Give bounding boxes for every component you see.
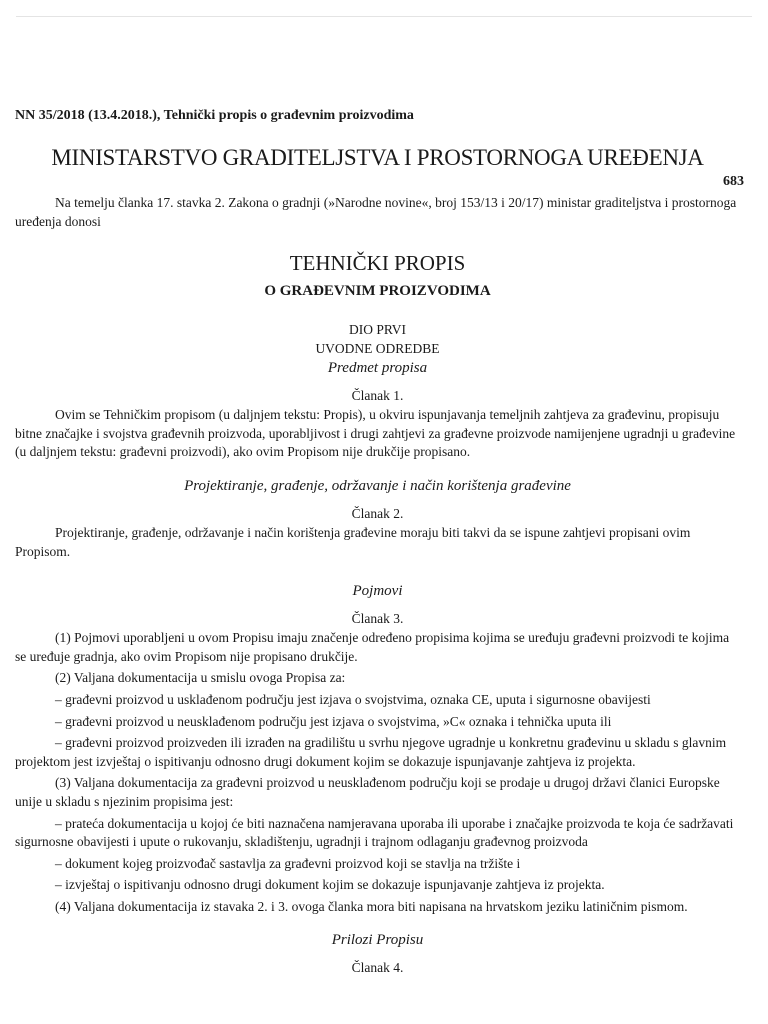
section-heading-subject: Predmet propisa	[327, 360, 428, 377]
article-1-label: Članak 1.	[351, 388, 404, 404]
article-3-list-item: – izvještaj o ispitivanju odnosno drugi dokument kojim se dokazuje ispunjavanje zahtjeva iz projekta.	[55, 877, 605, 893]
article-3-paragraph-1: (1) Pojmovi uporabljeni u ovom Propisu imaju značenje određeno propisima kojima se uređuju građevni proizvodi te kojima se uređuje gradnja, ako ovim Propisom nije propisano drukčije.	[15, 630, 730, 664]
top-divider	[16, 16, 752, 17]
part-name: UVODNE ODREDBE	[315, 341, 440, 357]
article-3-list-item: – dokument kojeg proizvođač sastavlja za građevni proizvod koji se stavlja na tržište i	[55, 855, 521, 871]
section-heading-design: Projektiranje, građenje, održavanje i način korištenja građevine	[184, 477, 571, 494]
document-title: NN 35/2018 (13.4.2018.), Tehnički propis o građevnim proizvodima	[15, 108, 414, 123]
article-3-list-item: – građevni proizvod u neusklađenom području jest izjava o svojstvima, »C« oznaka i tehnička uputa ili	[55, 713, 612, 729]
article-1-paragraph: Ovim se Tehničkim propisom (u daljnjem tekstu: Propis), u okviru ispunjavanja temeljnih zahtjeva za građevinu, propisuju bitne značajke i svojstva građevnih proizvoda, uporabljivost i drugi zahtjevi za građevne proizvode namijenjene ugradnji u građevine (u daljnjem tekstu: građevni proizvodi), ako ovim Propisom nije drukčije propisano.	[15, 407, 736, 460]
article-3-paragraph-2: (2) Valjana dokumentacija u smislu ovoga Propisa za:	[55, 670, 346, 686]
article-4-label: Članak 4.	[351, 960, 404, 976]
article-2-paragraph: Projektiranje, građenje, održavanje i način korištenja građevine moraju biti takvi da se ispune zahtjevi propisani ovim Propisom.	[15, 524, 691, 559]
article-3-label: Članak 3.	[351, 611, 404, 627]
article-3-list-item: – građevni proizvod proizveden ili izrađen na gradilištu u svrhu njegove ugradnje u konkretnu građevinu u skladu s glavnim projektom jest izvještaj o ispitivanju odnosno drugi dokument kojim se dokazuje ispunjavanje zahtjeva iz projekta.	[15, 735, 727, 769]
article-3-list-item: – građevni proizvod u usklađenom području jest izjava o svojstvima, oznaka CE, uputa i sigurnosne obavijesti	[55, 691, 651, 707]
article-2-label: Članak 2.	[351, 505, 404, 521]
article-3-list-item: – prateća dokumentacija u kojoj će biti naznačena namjeravana uporaba ili uporabe i značajke proizvoda te koja će sadržavati sigurnosne obavijesti i upute o rukovanju, skladištenju, ugradnji i trajnom odlaganju građevnog proizvoda	[15, 815, 734, 850]
ministry-name: MINISTARSTVO GRADITELJSTVA I PROSTORNOGA UREĐENJA	[51, 145, 704, 170]
document-number: 683	[723, 174, 744, 189]
document-body	[15, 106, 744, 978]
article-3-paragraph-3: (3) Valjana dokumentacija za građevni proizvod u neusklađenom području koji se prodaje u drugoj državi članici Europske unije u skladu s njezinim propisima jest:	[15, 775, 720, 809]
regulation-subtitle: O GRAĐEVNIM PROIZVODIMA	[264, 283, 491, 300]
part-number: DIO PRVI	[348, 322, 407, 338]
section-heading-terms: Pojmovi	[352, 583, 403, 600]
section-heading-annexes: Prilozi Propisu	[331, 932, 424, 949]
article-3-paragraph-4: (4) Valjana dokumentacija iz stavaka 2. i 3. ovoga članka mora biti napisana na hrvatskom jeziku latiničnim pismom.	[55, 898, 688, 914]
intro-paragraph: Na temelju članka 17. stavka 2. Zakona o gradnji (»Narodne novine«, broj 153/13 i 20/17) ministar graditeljstva i prostornoga uređenja donosi	[15, 195, 737, 229]
regulation-title: TEHNIČKI PROPIS	[289, 251, 466, 276]
